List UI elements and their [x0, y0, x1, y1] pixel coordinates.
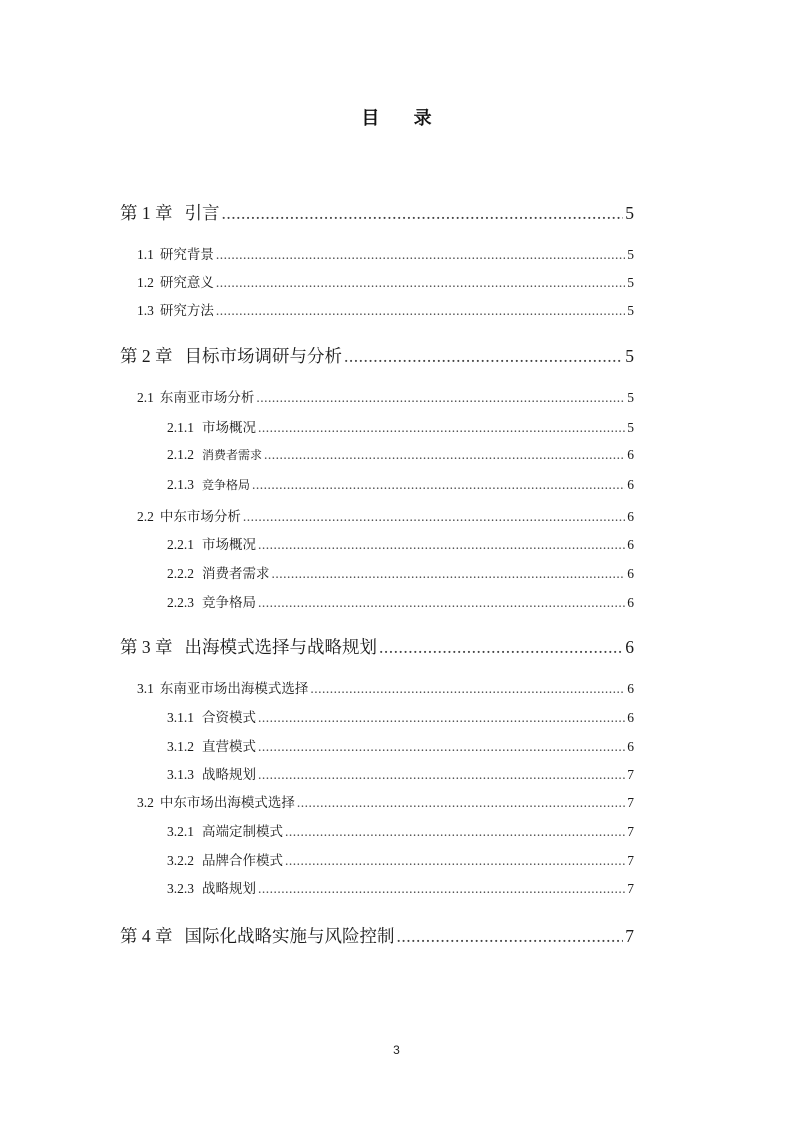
toc-entry-label: 消费者需求: [202, 448, 263, 462]
dot-leader: [258, 710, 625, 726]
dot-leader: [397, 926, 624, 947]
toc-entry-label: 直营模式: [202, 739, 256, 754]
toc-entry-chapter-4[interactable]: [120, 923, 634, 948]
toc-entry-number: 第 3 章: [120, 637, 173, 657]
dot-leader: [272, 566, 626, 582]
toc-entry-number: 3.2.2: [167, 853, 194, 868]
toc-entry-page: 6: [627, 537, 634, 552]
toc-entry-number: 第 2 章: [120, 346, 173, 366]
dot-leader: [264, 447, 625, 463]
dot-leader: [310, 681, 625, 697]
toc-entry-3-1-1[interactable]: [167, 706, 634, 726]
dot-leader: [252, 477, 625, 493]
toc-entry-page: 6: [627, 509, 634, 524]
toc-entry-chapter-2[interactable]: [120, 343, 634, 368]
toc-entry-3-2-2[interactable]: [167, 849, 634, 869]
toc-entry-3-1-2[interactable]: [167, 735, 634, 755]
toc-entry-number: 3.2.1: [167, 824, 194, 839]
toc-entry-label: 东南亚市场分析: [159, 390, 255, 405]
toc-entry-label: 市场概况: [202, 537, 256, 552]
toc-entry-number: 2.1.3: [167, 477, 194, 492]
toc-entry-page: 5: [625, 203, 634, 223]
toc-entry-3-2-3[interactable]: [167, 877, 634, 897]
toc-entry-number: 3.1: [137, 681, 154, 696]
dot-leader: [344, 346, 623, 367]
toc-entry-number: 1.3: [137, 303, 154, 318]
dot-leader: [222, 203, 624, 224]
toc-entry-number: 2.1.1: [167, 420, 194, 435]
toc-entry-label: 中东市场出海模式选择: [159, 795, 295, 810]
toc-entry-2-2-1[interactable]: [167, 533, 634, 553]
toc-entry-page: 7: [627, 767, 634, 782]
dot-leader: [285, 824, 625, 840]
toc-entry-page: 5: [625, 346, 634, 366]
toc-entry-1-3[interactable]: [137, 299, 634, 319]
toc-entry-label: 高端定制模式: [202, 824, 283, 839]
toc-entry-page: 7: [627, 795, 634, 810]
dot-leader: [258, 739, 625, 755]
page-number: 3: [393, 1043, 400, 1057]
toc-entry-number: 2.2: [137, 509, 154, 524]
toc-entry-chapter-3[interactable]: [120, 634, 634, 659]
toc-entry-number: 1.2: [137, 275, 154, 290]
dot-leader: [258, 420, 625, 436]
toc-entry-2-1[interactable]: [137, 386, 634, 406]
toc-entry-page: 7: [627, 824, 634, 839]
toc-entry-2-1-3[interactable]: [167, 476, 634, 493]
toc-entry-number: 2.1.2: [167, 447, 194, 462]
toc-entry-1-1[interactable]: [137, 243, 634, 263]
toc-entry-number: 2.1: [137, 390, 154, 405]
toc-entry-label: 东南亚市场出海模式选择: [159, 681, 309, 696]
toc-entry-label: 研究意义: [159, 275, 214, 290]
toc-entry-page: 5: [627, 303, 634, 318]
toc-entry-number: 3.1.1: [167, 710, 194, 725]
toc-entry-number: 2.2.2: [167, 566, 194, 581]
toc-entry-label: 消费者需求: [202, 566, 270, 581]
dot-leader: [297, 795, 625, 811]
dot-leader: [216, 247, 625, 263]
dot-leader: [258, 881, 625, 897]
toc-entry-label: 目标市场调研与分析: [184, 346, 342, 366]
toc-entry-3-1[interactable]: [137, 677, 634, 697]
toc-entry-page: 6: [627, 447, 634, 462]
toc-entry-number: 3.1.3: [167, 767, 194, 782]
toc-entry-label: 国际化战略实施与风险控制: [184, 926, 395, 946]
toc-entry-number: 3.1.2: [167, 739, 194, 754]
toc-entry-2-2-2[interactable]: [167, 562, 634, 582]
toc-entry-page: 6: [627, 595, 634, 610]
toc-entry-label: 竞争格局: [202, 595, 256, 610]
toc-entry-label: 合资模式: [202, 710, 256, 725]
toc-entry-chapter-1[interactable]: [120, 200, 634, 225]
toc-entry-2-1-1[interactable]: [167, 416, 634, 436]
toc-entry-page: 6: [627, 681, 634, 696]
toc-entry-page: 5: [627, 275, 634, 290]
toc-entry-label: 竞争格局: [202, 478, 251, 492]
toc-entry-3-2[interactable]: [137, 791, 634, 811]
toc-entry-3-1-3[interactable]: [167, 763, 634, 783]
toc-entry-label: 出海模式选择与战略规划: [184, 637, 377, 657]
toc-entry-3-2-1[interactable]: [167, 820, 634, 840]
toc-entry-number: 3.2: [137, 795, 154, 810]
toc-title: 目 录: [361, 108, 446, 129]
toc-entry-label: 战略规划: [202, 767, 256, 782]
dot-leader: [379, 637, 623, 658]
toc-entry-number: 2.2.3: [167, 595, 194, 610]
dot-leader: [216, 275, 625, 291]
dot-leader: [256, 390, 625, 406]
toc-entry-label: 研究方法: [159, 303, 214, 318]
toc-entry-number: 3.2.3: [167, 881, 194, 896]
toc-entry-number: 1.1: [137, 247, 154, 262]
toc-entry-label: 研究背景: [159, 247, 214, 262]
toc-entry-2-2-3[interactable]: [167, 591, 634, 611]
toc-entry-number: 2.2.1: [167, 537, 194, 552]
toc-entry-label: 战略规划: [202, 881, 256, 896]
dot-leader: [258, 767, 625, 783]
dot-leader: [258, 537, 625, 553]
dot-leader: [258, 595, 625, 611]
toc-entry-page: 5: [627, 247, 634, 262]
toc-entry-1-2[interactable]: [137, 271, 634, 291]
toc-entry-page: 7: [627, 853, 634, 868]
toc-entry-page: 7: [625, 926, 634, 946]
toc-entry-label: 引言: [184, 203, 220, 223]
toc-entry-page: 5: [627, 390, 634, 405]
toc-entry-2-1-2[interactable]: [167, 446, 634, 463]
toc-entry-page: 5: [627, 420, 634, 435]
toc-entry-2-2[interactable]: [137, 505, 634, 525]
toc-entry-page: 6: [625, 637, 634, 657]
dot-leader: [243, 509, 625, 525]
dot-leader: [285, 853, 625, 869]
dot-leader: [216, 303, 625, 319]
toc-entry-label: 品牌合作模式: [202, 853, 283, 868]
toc-entry-page: 6: [627, 739, 634, 754]
toc-entry-label: 中东市场分析: [159, 509, 241, 524]
toc-entry-number: 第 4 章: [120, 926, 173, 946]
toc-entry-page: 6: [627, 566, 634, 581]
toc-entry-number: 第 1 章: [120, 203, 173, 223]
toc-entry-page: 7: [627, 881, 634, 896]
toc-entry-page: 6: [627, 477, 634, 492]
toc-entry-page: 6: [627, 710, 634, 725]
toc-entry-label: 市场概况: [202, 420, 256, 435]
